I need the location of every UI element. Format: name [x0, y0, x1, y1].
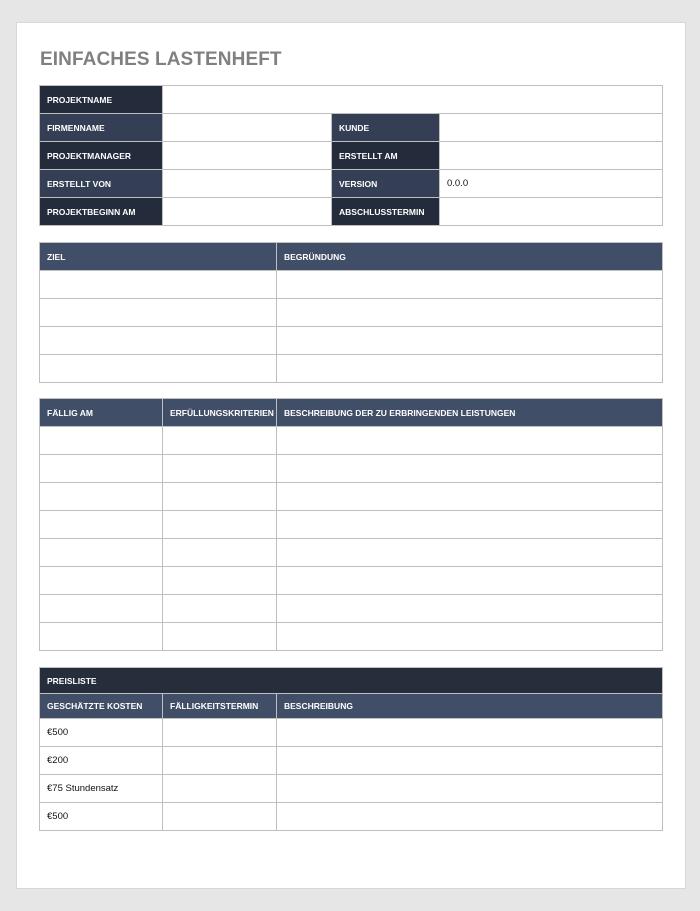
table-cell[interactable]	[277, 299, 663, 327]
table-cell[interactable]	[163, 803, 277, 831]
kunde-field[interactable]	[440, 114, 663, 142]
table-cell[interactable]	[40, 455, 163, 483]
table-cell[interactable]	[40, 483, 163, 511]
table-cell[interactable]	[277, 623, 663, 651]
table-row	[40, 483, 663, 511]
project-info-table	[39, 85, 663, 226]
table-cell[interactable]	[40, 567, 163, 595]
preisliste-table-body	[40, 719, 663, 831]
table-cell[interactable]	[277, 355, 663, 383]
column-header-begruendung: BEGRÜNDUNG	[277, 243, 663, 271]
projektbeginn-field[interactable]	[163, 198, 332, 226]
table-cell[interactable]: €75 Stundensatz	[40, 775, 163, 803]
table-cell[interactable]	[40, 299, 277, 327]
table-cell[interactable]	[277, 775, 663, 803]
projektname-label: PROJEKTNAME	[40, 86, 163, 114]
table-row	[40, 271, 663, 299]
table-cell[interactable]	[277, 427, 663, 455]
erstellt-am-label: ERSTELLT AM	[332, 142, 440, 170]
table-cell[interactable]	[40, 623, 163, 651]
table-cell[interactable]	[163, 539, 277, 567]
table-cell[interactable]	[277, 327, 663, 355]
erstellt-von-field[interactable]	[163, 170, 332, 198]
table-row	[40, 747, 663, 775]
table-header-row	[40, 399, 663, 427]
column-header-beschreibung-leistungen: BESCHREIBUNG DER ZU ERBRINGENDEN LEISTUNGEN	[277, 399, 663, 427]
ziel-table	[39, 242, 663, 383]
preisliste-table	[39, 667, 663, 831]
document-page	[16, 22, 686, 889]
table-cell[interactable]	[277, 483, 663, 511]
table-cell[interactable]	[277, 511, 663, 539]
table-row	[40, 427, 663, 455]
table-header-row	[40, 694, 663, 719]
table-cell[interactable]: €200	[40, 747, 163, 775]
erstellt-von-label: ERSTELLT VON	[40, 170, 163, 198]
table-cell[interactable]	[277, 719, 663, 747]
leistungen-table	[39, 398, 663, 651]
table-row	[40, 114, 663, 142]
table-cell[interactable]: €500	[40, 719, 163, 747]
table-row	[40, 511, 663, 539]
column-header-faellig-am: FÄLLIG AM	[40, 399, 163, 427]
table-cell[interactable]	[40, 271, 277, 299]
table-row	[40, 539, 663, 567]
table-row	[40, 623, 663, 651]
table-row	[40, 355, 663, 383]
column-header-faelligkeitstermin: FÄLLIGKEITSTERMIN	[163, 694, 277, 719]
table-cell[interactable]	[277, 803, 663, 831]
table-row	[40, 595, 663, 623]
table-row	[40, 86, 663, 114]
table-cell[interactable]	[163, 595, 277, 623]
table-cell[interactable]	[40, 427, 163, 455]
table-cell[interactable]	[163, 775, 277, 803]
table-cell[interactable]	[163, 511, 277, 539]
column-header-geschaetzte-kosten: GESCHÄTZTE KOSTEN	[40, 694, 163, 719]
table-row	[40, 455, 663, 483]
table-row	[40, 803, 663, 831]
table-row	[40, 719, 663, 747]
table-cell[interactable]	[40, 595, 163, 623]
firmenname-label: FIRMENNAME	[40, 114, 163, 142]
firmenname-field[interactable]	[163, 114, 332, 142]
table-cell[interactable]	[163, 427, 277, 455]
abschlusstermin-field[interactable]	[440, 198, 663, 226]
table-row	[40, 775, 663, 803]
column-header-ziel: ZIEL	[40, 243, 277, 271]
preisliste-title: PREISLISTE	[40, 668, 663, 694]
projektbeginn-label: PROJEKTBEGINN AM	[40, 198, 163, 226]
projektmanager-field[interactable]	[163, 142, 332, 170]
table-row	[40, 567, 663, 595]
table-cell[interactable]	[277, 455, 663, 483]
version-field[interactable]: 0.0.0	[440, 170, 663, 198]
table-cell[interactable]	[277, 595, 663, 623]
table-row	[40, 198, 663, 226]
document-title: EINFACHES LASTENHEFT	[40, 49, 282, 70]
projektname-field[interactable]	[163, 86, 663, 114]
table-row	[40, 142, 663, 170]
table-cell[interactable]	[277, 567, 663, 595]
table-cell[interactable]	[163, 719, 277, 747]
erstellt-am-field[interactable]	[440, 142, 663, 170]
table-row	[40, 170, 663, 198]
table-cell[interactable]: €500	[40, 803, 163, 831]
table-cell[interactable]	[163, 747, 277, 775]
table-row	[40, 327, 663, 355]
table-row	[40, 299, 663, 327]
table-cell[interactable]	[40, 355, 277, 383]
table-cell[interactable]	[40, 327, 277, 355]
table-cell[interactable]	[277, 747, 663, 775]
table-cell[interactable]	[277, 539, 663, 567]
kunde-label: KUNDE	[332, 114, 440, 142]
table-cell[interactable]	[40, 539, 163, 567]
table-cell[interactable]	[163, 623, 277, 651]
table-cell[interactable]	[163, 567, 277, 595]
column-header-beschreibung: BESCHREIBUNG	[277, 694, 663, 719]
table-header-row	[40, 243, 663, 271]
table-cell[interactable]	[163, 483, 277, 511]
abschlusstermin-label: ABSCHLUSSTERMIN	[332, 198, 440, 226]
version-label: VERSION	[332, 170, 440, 198]
ziel-table-body	[40, 271, 663, 383]
table-cell[interactable]	[277, 271, 663, 299]
projektmanager-label: PROJEKTMANAGER	[40, 142, 163, 170]
preisliste-title-row	[40, 668, 663, 694]
table-cell[interactable]	[163, 455, 277, 483]
column-header-erfuellungskriterien: ERFÜLLUNGSKRITERIEN	[163, 399, 277, 427]
table-cell[interactable]	[40, 511, 163, 539]
leistungen-table-body	[40, 427, 663, 651]
